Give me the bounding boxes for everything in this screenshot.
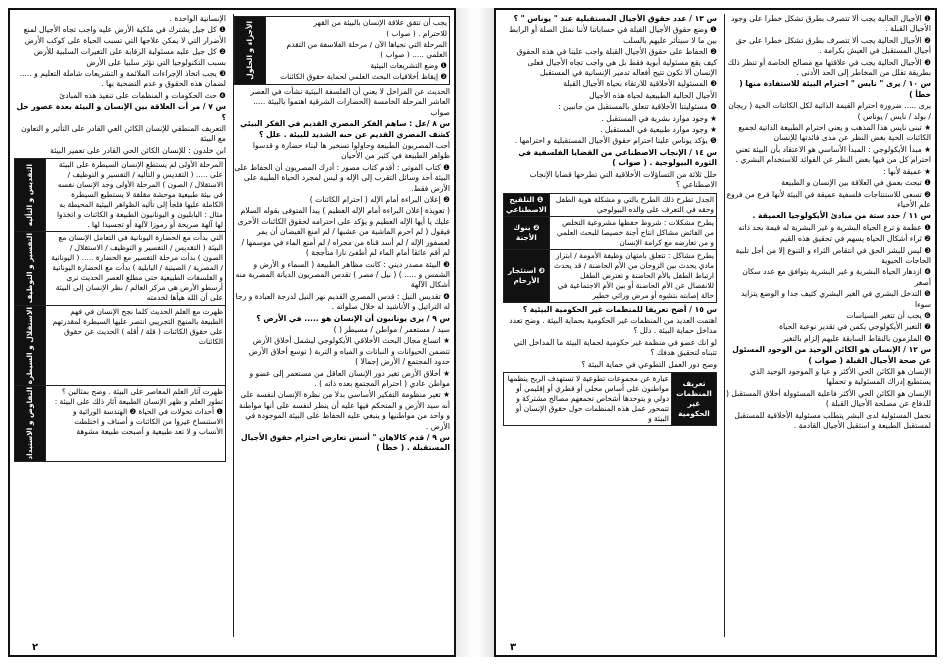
row-label — [15, 232, 46, 305]
row-label: ❸ استئجار الأرحام — [504, 249, 550, 302]
text-line: س ١٠ / يرى " نايس " احترام البيئة للاستفادة منها ( خطأ ) — [739, 79, 931, 99]
text-line: ( تعويذة إعلان البراءة أمام الإله العظيم ) يبدأ المتوفى بقوله السلام عليك يا أيها الإله العظيم و يؤكد على احترامه لحقوق الكائنات الأخرى فيقول ( لم احرم الماشية من عشبها / لم امنع الفيضان أن يمر لعصفور الإله / لم أسد قناة من مجراه / لم أمنع الماء في موسمها / لم أقم عائقا أمام الماء لم أطفئ نارا متأججة ) — [237, 206, 450, 258]
ngo-questions — [503, 305, 717, 370]
text-line: ❹ ازدهار الحياة البشرية و غير البشرية يتوافق مع عدد سكان أصغر — [742, 267, 931, 287]
text-line: ❷ إيقاظ أخلاقيات البحث العلمي لحماية حقوق الكائنات — [280, 72, 447, 81]
table-row — [15, 385, 226, 461]
text-line: ❶ كتاب الموتى : أقدم كتاب مصور : أدرك المصريون أن الحفاظ على البيئة أحد وسائل التقرب إلى الإله و ليس لمجرد الحياة الطيبة على الأرض فقط. — [234, 162, 450, 193]
text-line: ❶ تبحث بعمق في العلاقة بين الإنسان و الطبيعة — [781, 178, 931, 188]
text-line: س ٧ / مر أت العلاقة بين الإنسان و البيئة بعدة عصور حل ؟ — [16, 102, 226, 122]
text-line: ★ عميقة لأنها : — [883, 166, 931, 176]
text-line: س ٩ / قدم كالاهان " أسس تعارض احترام حقوق الأجيال المستقبلة . ( خطأ ) — [241, 433, 450, 453]
row-text: الجدل تطرح ذلك الطرح بالتي و مشكلة هوية الطفل وحقه في التعرف على والده البيولوجي — [549, 193, 716, 216]
humanity-principles — [14, 14, 226, 156]
text-line: س ٩ / يرى يونانيون أن الإنسان هو ..... في الأرض ؟ — [256, 313, 450, 323]
stages-table — [14, 158, 226, 461]
table-row — [15, 159, 226, 232]
table-row — [15, 305, 226, 385]
text-line: ❹ مسئوليتنا الأخلاقية تتعلق بالمستقبل من جانبين : — [558, 102, 717, 112]
text-line: حلل ثلاثة من التساؤلات الأخلاقية التي تطرحها قضايا الإنجاب الاصطناعي ؟ — [529, 169, 717, 190]
row-label-text: الاستقلال و السيطرة — [25, 306, 34, 384]
solutions-box-label: الأجزاء و الحلول — [245, 21, 254, 80]
left-page-right-column — [234, 14, 450, 637]
row-label — [15, 385, 46, 461]
column-divider — [233, 14, 234, 637]
text-line: ❷ كل جيل عليه مسئولية الرقابة على التغيرات السلبية للأرض بسبب التكنولوجيا التي تؤثر سلبيا على الأرض — [33, 47, 226, 67]
text-line: ★ تبنى نايس هذا المذهب و يعني احترام الطبيعة الذاتية لجميع الكائنات الحية بغض النظر عن مدى فائدتها للإنسان — [738, 123, 931, 143]
text-line: ❽ الملزمون بالنقاط السابقة عليهم إلزام بالتغير — [782, 333, 931, 343]
text-line: ❺ يؤكد يوناس علينا احترام حقوق الأجيال المستقبلية و احترامها . — [514, 136, 717, 146]
text-line: ❼ التغير الأيكولوجي يكمن في تقدير نوعية الحياة — [778, 322, 931, 332]
text-line: ❸ البيئة مصدر ديني : كانت مظاهر الطبيعة ( السماء و الأرض و الشمس و ..... ) ( نيل / مصر ) تقدس المصريون الديانة المصرية منه أشكال الآلهة — [235, 259, 450, 290]
text-line: المرحلة التي نحياها الآن / مرحلة الفلاسفة من التقدم العلمي ..... ( صواب ) — [286, 40, 447, 59]
table-row — [504, 249, 717, 302]
solutions-box-content — [266, 17, 450, 85]
text-line: ❷ الأجيال الحالية يجب ألا تتصرف بطرق تشكل خطرا على حق أجيال المستقبل في العيش بكرامة . — [735, 35, 931, 56]
text-line: ★ وجود موارد بشرية في المستقبل . — [601, 113, 717, 123]
text-line: ❸ يجب اتخاذ الإجراءات الملائمة و التشريعات شاملة التعليم و ..... لضمان هذه الحقوق و عدم التضحية بها . — [19, 69, 226, 89]
text-line: س ١١ / حدد ستة من مبادئ الأيكولوجيا العميقة . — [752, 211, 931, 221]
table-row — [504, 216, 717, 249]
text-line: س ١٢ / الإنسان هو الكائن الوحيد من الوجود المسئول عن صحة الأجيال القبلة ( صواب ) — [732, 345, 931, 365]
text-line: الإنسان هو الكائن الحي الأكثر و عيا و الموجود الوحيد الذي يستطيع إدراك المسئولية و تحملها — [749, 367, 931, 387]
text-line: الإنسانية الواحدة . — [169, 14, 226, 23]
page-number: ٢ — [32, 642, 39, 653]
text-line: يرى ..... ضرورة احترام القيمة الذاتية لكل الكائنات الحية ( ريجان / بولد / نايس / يوناس ) — [728, 101, 931, 121]
text-line: وضح دور العمل التطوعي في حماية البيئة ؟ — [581, 359, 717, 369]
right-page-right-paragraphs — [725, 14, 931, 431]
text-line: لو انك عضو في منظمة غير حكومية لحماية البيئة ما المداخل التي تتبناه لتحقيق هدفك ؟ — [513, 337, 717, 358]
text-line: يجب أن تتقق علاقة الإنسان بالبيئة من القهر — [313, 18, 447, 27]
ngo-definition-label: تعريف المنظمات غير الحكومية — [672, 372, 717, 425]
text-line: اهتمت العديد من المنظمات غير الحكومية بحماية البيئة . وضح تعدد مداخل حماية البيئة . دلل ؟ — [509, 315, 717, 336]
table-row — [504, 193, 717, 216]
row-label — [15, 159, 46, 232]
text-line: تحمل المسئولية لدى البشر يتطلب مسئولية الأخلاقية للمستقبل لمستقبل الطبيعة و استقبل الأجيال القادمة . — [734, 410, 931, 431]
text-line: ❹ حث الحكومات و المنظمات على تنفيذ هذه المبادئ — [59, 90, 226, 100]
text-line: سيد / مستعمر / مواطن / مسيطر ( ) — [333, 324, 450, 334]
text-line: ★ وجود موارد طبيعية في المستقبل . — [600, 125, 717, 135]
text-line: للاحترام . ( صواب ) — [386, 29, 447, 38]
column-divider — [724, 14, 725, 637]
row-label — [15, 305, 46, 385]
text-line: الأجيال الحالية الطبيعية لحياة هذه الأجيال — [589, 90, 717, 100]
text-line: ❸ المسئولية الأخلاقية للارتقاء بحياة الأجيال القبلة — [563, 79, 717, 89]
right-page-left-column — [503, 14, 717, 637]
row-label-text: التفسير و التوظيف — [25, 233, 34, 304]
text-line: ❶ عظمة و ترع الحياة البشرية و غير البشرية له قيمة بحد ذاته — [738, 222, 931, 232]
text-line: ❷ تسعى للاستنتاجات فلسفية عميقة في البيئة لأنها فرع من فروع علم الأحياء — [726, 189, 931, 209]
spine-shadow — [456, 8, 494, 657]
reproduction-table — [503, 193, 717, 303]
text-line: الحديث عن المراحل لا يعني أن الفلسفة البيئية نشأت في العصر العاشر المرحلة الخامسة (الحضارات الشرقية اهتموا بالبيئة ..... صواب — [250, 87, 450, 117]
text-line: الإنسان هو الكائن الحي الأكثر فاعلية المسئوولة أخلاق المستقبل ( للدفاع عن مصلحة الأجيال القبلة ) — [725, 388, 931, 409]
row-text: المرحلة الأولى لم يستطع الإنسان السيطرة على البيئة على ..... ( التقديس و التأليه / التفسير و التوظيف / الاستقلال / الصون ) المرحلة الأولى وجد الإنسان نفسه في بيئة طبيعية موحشة مقلقة لا يستطيع السيطرة الكاملة عليها فلجأ إلى تأليه الظواهر البيئية المحيطة به مثال : البابليون و اليونانيون الطبيعة و الكائنات و اتخذوا لها آلهة صريحة أو رموزا لآلهة أو تجسيدا لها . — [46, 159, 226, 232]
text-line: ★ تغير منظومة التفكير الأساسي بدلا من نظرة الإنسان لنفسه على أنه سيد الأرض و المتحكم فيها عليه أن ينظر لنفسه على أنها مواطنة و واحد من مواطنيها و ينبغي عليه الحفاظ على البيئة الموجودة في الأرض . — [239, 390, 450, 431]
text-line: ❸ ليس للبشر الحق في انتقاص الثراء و التنوع إلا من أجل تلبية الحاجات الحيوية — [735, 245, 931, 265]
text-line: ❸ الأجيال الحالية يجب في علاقتها مع مصالح الخاصة أو تنظر ذلك بطريقة تقلل من المخاطر إلى الحد الأدنى . — [727, 57, 931, 78]
row-text: يطرح مشكلات : شروط حفظها مشروعية التخلص من الفائض مشاكل انتاج أجنة خصيصا للبحث العلمي و من تعارضه مع كرامة الإنسان — [549, 216, 716, 249]
text-line: ★ مبدأ الأيكولوجي : المبدأ الأساسي هو الاعتقاد بأن البيئة تعني احترام كل من فيها بغض النظر عن الفوائد للاستخدام البشري . — [735, 144, 931, 165]
ngo-definition-box — [503, 372, 717, 426]
text-line: ❹ تقديس النيل : قدس المصري القديم نهر النيل لدرجة العبادة و رجا له التراتيل و الأناشيد له خلال صلواته . — [235, 291, 450, 312]
text-line: س ١٤ / الإنجاب الاصطناعي من القضايا الفلسفية في الثورة البيولوجية . ( صواب ) — [518, 147, 717, 168]
row-label-text: التفاوض و الاستبداد — [25, 386, 34, 460]
text-line: س ١٥ / أضح تعريفا للمنظمات غير الحكومية البيئية ؟ — [522, 304, 717, 314]
page-number: ٣ — [510, 642, 517, 653]
text-line: ❶ وضع التشريعات البيئية — [370, 61, 447, 70]
text-line: ❷ الحفاظ على حقوق الأجيال القبلة واجب علينا في هذه الحقوق كيف يقع مسئولية أبوية فقط بل هي واجب تجاه الأجيال فعلى الإنسان ألا تكون تتيح أفعاله تدمير الإنسانية في المستقبل — [516, 47, 717, 78]
page-two — [8, 8, 456, 657]
text-line: ❷ إعلان البراءة أمام الإله ( احترام الكائنات ) — [309, 195, 450, 205]
text-line: س ٨ /عل : ساهم الفكر المصري القديم في الفكر البيئي كشف المصري القديم عن حبه الشديد للبيئة . علل ؟ — [240, 119, 450, 139]
text-line: ★ اتساع مجال البحث الأخلاقي الأيكولوجي ليشمل أخلاق الأرض تتضمن الحيوانات و النباتات و المياه و التربة ( توسع أخلاق الأرض حدود المجتمع / الأرض إجمالا ) — [248, 336, 450, 367]
solutions-box — [234, 16, 450, 85]
row-text: التي بدأت مع الحضارة اليونانية في التعامل الإنسان مع البيئة ( التقديس / التفسير و التوظيف / الاستقلال / الصون ) بدأت مرحلة التفسير مع الحضارة ..... ( اليونانية / المصرية / الصينية / البابلية ) بدأت مع الحضارة اليونانية و الفلسفات الطبيعية حتى مطلع العصر الحديث نرى أرسطو الأرض هي مركز العالم / نظر الإنسان إلى البيئة على أن الله هيأها لخدمته — [46, 232, 226, 305]
row-text: ظهرت مع العلم الحديث كلما نجح الإنسان في فهم الطبيعة بالمنهج التجريبي انتصر عليها السيطرة لمقدرتهم على حقوق الكائنات ( قلة / أقله ) الحديث عن حقوق الكائنات — [46, 305, 226, 385]
text-line: ❺ التدخل البشري في الغير البشري كثيف جدا و الوضع يتزايد سوءا — [740, 289, 931, 309]
jonas-rights — [503, 14, 717, 191]
text-line: ❻ يجب أن تتغير السياسات — [846, 310, 931, 320]
left-page-right-paragraphs — [234, 87, 450, 454]
text-line: التعريف المنطقي للإنسان الكائن العي القادر على التأثير و التعاون مع البيئة — [21, 124, 226, 144]
row-text: ظهرت آثار العلم المعاصر على البيئة . وضح بمثالين ؟ تطور العلم و ظهر الإنسان الطبيعة آثار ذلك على البيئة : ❶ أحداث تحولات في الحياة ❷ الهندسة الوراثية و الاستنساخ غيروا من الكائنات و أصناف و اختلطت الأنساب و لا تعد طبيعية و أصبحت طبيعة مشوهة — [46, 385, 226, 461]
row-text: يطرح مشاكل : تتعلق بامتهان وظيفة الأمومة / ابتزاز مادي يحدث بين الزوجان من الأم الحاضنة / قد يحدث ارتباط الطفل بالأم الحاضنة و تعترض الطفل للانفصال عن الأم الحاضنة أو بين الأم الاجتماعية في حالة إصابته بتشوه أو مرض وراثي خطير — [549, 249, 716, 302]
text-line: ❶ كل جيل يشترك في ملكية الأرض عليه واجب تجاه الأجيال لمنع الأضرار التي لا يمكن علاجها التي تسبب الحياة على كوكب الأرض — [23, 25, 226, 45]
text-line: ★ أخلاق الأرض تغير دور الإنسان العاقل من مستعمر إلى عضو و مواطن عادي ( احترام المجتمع بعده ذاته ) . — [249, 368, 450, 388]
text-line: ابن خلدون : للإنسان الكائن الحي القادر على تعمير البيئة — [50, 145, 226, 155]
left-page-left-column — [14, 14, 226, 637]
row-label-text: التقديس و التأليه — [25, 164, 34, 227]
row-label: ❶ التلقيح الاصطناعي — [504, 193, 550, 216]
ngo-definition-text: عبارة عن مجموعات تطوعية لا تستهدف الربح ينظمها مواطنون على أساس محلي أو قطري أو إقليمي أو دولي و يتوحدها أشخاص تجمعهم مصالح مشتركة و تتمحور عمل هذه المنظمات حول حقوق الإنسان أو البيئة و — [504, 372, 672, 425]
text-line: ❷ ثراء أشكال الحياة يسهم في تحقيق هذه القيم — [780, 234, 931, 244]
page-three — [494, 8, 937, 657]
text-line: ❶ وضع حقوق الأجيال القبلة في حساباتنا لأننا نمثل الصلة أو الرابط بين ما لا سيتأثر عليهم بالسلب — [508, 25, 717, 45]
text-line: أحب المصريون الطبيعة وحاولوا تسخير ها لبناء حضارة و قدسوا ظواهر الطبيعة في كثير من الأحيان — [252, 141, 450, 161]
row-label: ❷ بنوك الأجنة — [504, 216, 550, 249]
text-line: ❶ الأجيال الحالية يجب ألا تتصرف بطرق تشكل خطرا على وجود الأجيال القبلة . — [730, 14, 931, 34]
right-page-right-column — [725, 14, 931, 637]
text-line: س ١٣ / عدد حقوق الأجيال المستقبلية عند " يوناس " ؟ — [513, 14, 717, 23]
table-row — [15, 232, 226, 305]
